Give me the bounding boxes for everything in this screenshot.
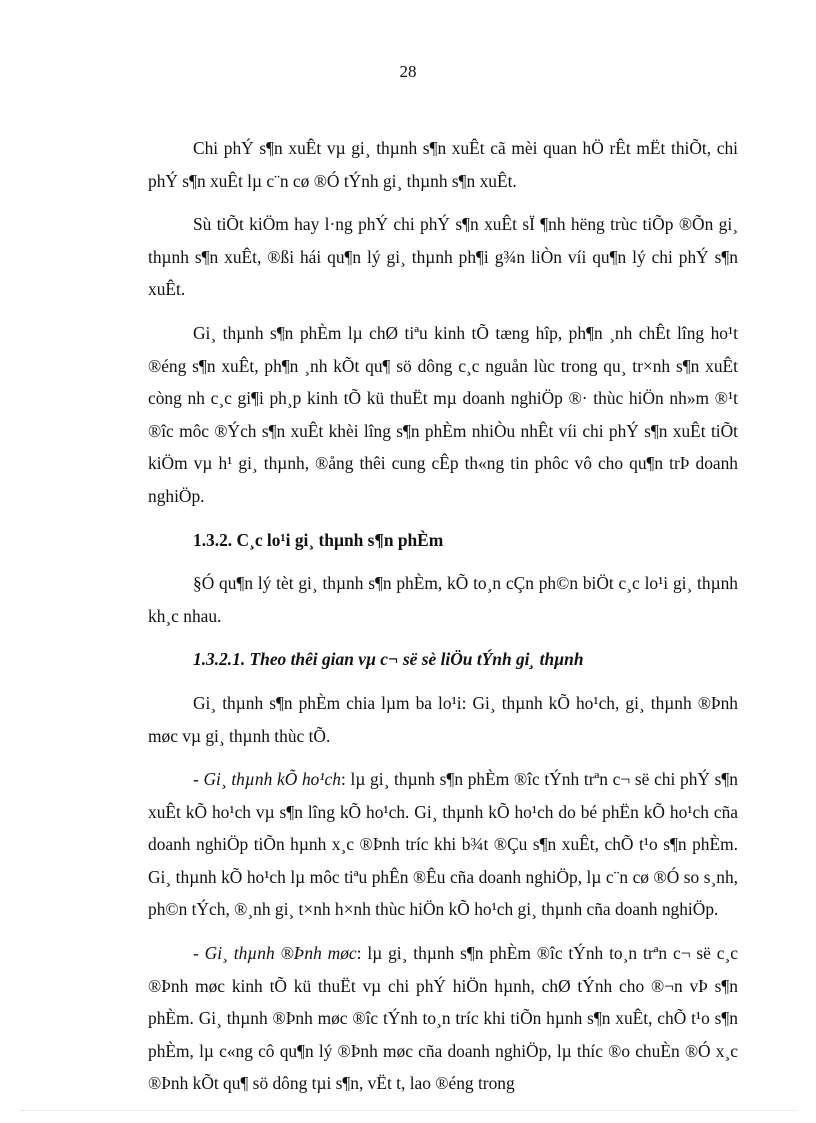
paragraph — [148, 937, 738, 1100]
paragraph: §Ó qu¶n lý tèt gi¸ thµnh s¶n phÈm, kÕ to¸n cÇn ph©n biÖt c¸c lo¹i gi¸ thµnh kh¸c nhau. — [148, 573, 738, 626]
page-number: 28 — [399, 62, 417, 81]
term-definition: : lµ gi¸ thµnh s¶n phÈm ®îc tÝnh to¸n trªn c¬ së c¸c ®Þnh møc kinh tÕ kü thuËt vµ chi phÝ hiÖn hµnh, chØ tÝnh cho ®¬n vÞ s¶n phÈm. Gi¸ thµnh ®Þnh møc ®îc tÝnh to¸n tríc khi tiÕn hµnh s¶n xuÊt, chÕ t¹o s¶n phÈm, lµ c«ng cô qu¶n lý ®Þnh møc cña doanh nghiÖp, lµ thíc ®o chuÈn ®Ó x¸c ®Þnh kÕt qu¶ sö dông tµi s¶n, vËt t, lao ®éng trong — [148, 943, 738, 1094]
paragraph: Chi phÝ s¶n xuÊt vµ gi¸ thµnh s¶n xuÊt cã mèi quan hÖ rÊt mËt thiÕt, chi phÝ s¶n xuÊt lµ c¨n cø ®Ó tÝnh gi¸ thµnh s¶n xuÊt. — [148, 138, 738, 191]
term-label: - Gi¸ thµnh ®Þnh møc — [193, 943, 357, 964]
paragraph: Gi¸ thµnh s¶n phÈm lµ chØ tiªu kinh tÕ tæng hîp, ph¶n ¸nh chÊt lîng ho¹t ®éng s¶n xuÊt, ph¶n ¸nh kÕt qu¶ sö dông c¸c nguån lùc trong qu¸ tr×nh s¶n xuÊt còng nh c¸c gi¶i ph¸p kinh tÕ kü thuËt mµ doanh nghiÖp ®· thùc hiÖn nh»m ®¹t ®îc môc ®Ých s¶n xuÊt khèi lîng s¶n phÈm nhiÒu nhÊt víi chi phÝ s¶n xuÊt tiÕt kiÖm vµ h¹ gi¸ thµnh, ®ång thêi cung cÊp th«ng tin phôc vô cho qu¶n trÞ doanh nghiÖp. — [148, 322, 738, 506]
paragraph: Sù tiÕt kiÖm hay l·ng phÝ chi phÝ s¶n xuÊt sÏ ¶nh hëng trùc tiÕp ®Õn gi¸ thµnh s¶n xuÊt, ®ßi hái qu¶n lý gi¸ thµnh ph¶i g¾n liÒn víi qu¶n lý chi phÝ s¶n xuÊt. — [148, 214, 738, 300]
term-label: - Gi¸ thµnh kÕ ho¹ch — [193, 769, 341, 790]
subsection-heading: 1.3.2.1. Theo thêi gian vµ c¬ së sè liÖu tÝnh gi¸ thµnh — [193, 649, 584, 670]
section-heading: 1.3.2. C¸c lo¹i gi¸ thµnh s¶n phÈm — [193, 529, 444, 550]
paragraph — [148, 763, 738, 926]
page-bottom-divider — [20, 1110, 796, 1111]
paragraph: Gi¸ thµnh s¶n phÈm chia lµm ba lo¹i: Gi¸ thµnh kÕ ho¹ch, gi¸ thµnh ®Þnh møc vµ gi¸ thµnh thùc tÕ. — [148, 692, 738, 746]
document-body — [148, 132, 738, 1111]
term-definition: : lµ gi¸ thµnh s¶n phÈm ®îc tÝnh trªn c¬ së chi phÝ s¶n xuÊt kÕ ho¹ch vµ s¶n lîng kÕ ho¹ch. Gi¸ thµnh kÕ ho¹ch do bé phËn kÕ ho¹ch cña doanh nghiÖp tiÕn hµnh x¸c ®Þnh tríc khi b¾t ®Çu s¶n xuÊt, chÕ t¹o s¶n phÈm. Gi¸ thµnh kÕ ho¹ch lµ môc tiªu phÊn ®Êu cña doanh nghiÖp, lµ c¨n cø ®Ó so s¸nh, ph©n tÝch, ®¸nh gi¸ t×nh h×nh thùc hiÖn kÕ ho¹ch gi¸ thµnh cña doanh nghiÖp. — [148, 769, 738, 920]
